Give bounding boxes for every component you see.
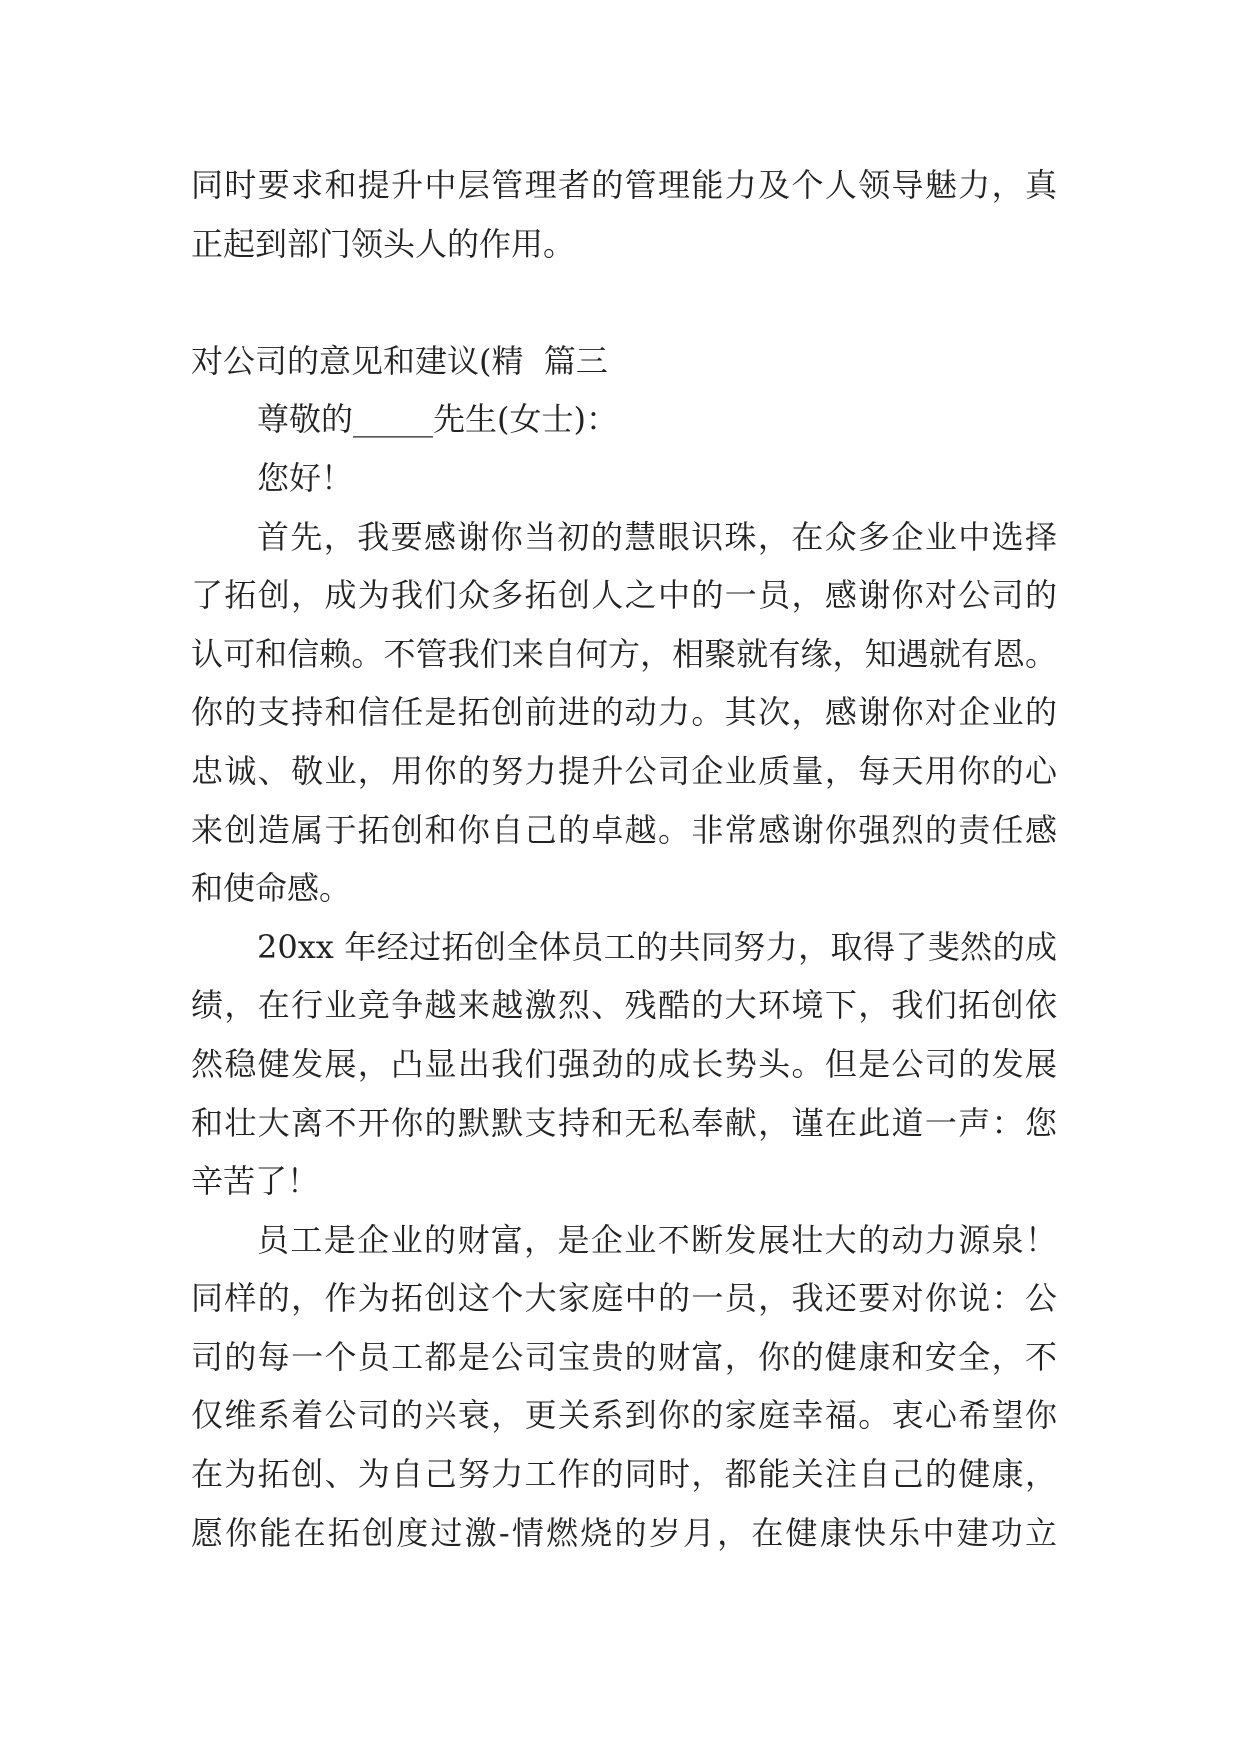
text-line: 了拓创，成为我们众多拓创人之中的一员，感谢你对公司的	[191, 576, 1057, 615]
text-line: 愿你能在拓创度过激-情燃烧的岁月，在健康快乐中建功立	[191, 1513, 1057, 1552]
text-line: 然稳健发展，凸显出我们强劲的成长势头。但是公司的发展	[191, 1044, 1057, 1083]
text-line: 仅维系着公司的兴衰，更关系到你的家庭幸福。衷心希望你	[191, 1396, 1057, 1435]
paragraph	[191, 508, 1057, 918]
text-line: 绩，在行业竞争越来越激烈、残酷的大环境下，我们拓创依	[191, 986, 1057, 1025]
document-body	[191, 156, 1057, 1562]
text-line: 认可和信赖。不管我们来自何方，相聚就有缘，知遇就有恩。	[191, 634, 1057, 673]
text-line: 在为拓创、为自己努力工作的同时，都能关注自己的健康，	[191, 1455, 1057, 1494]
text-line: 同时要求和提升中层管理者的管理能力及个人领导魅力，真	[191, 166, 1057, 204]
text-line: 司的每一个员工都是公司宝贵的财富，你的健康和安全，不	[191, 1337, 1057, 1376]
blank-line	[191, 273, 1057, 332]
text-line: 忠诚、敬业，用你的努力提升公司企业质量，每天用你的心	[191, 751, 1057, 790]
text-line: 首先，我要感谢你当初的慧眼识珠，在众多企业中选择	[257, 517, 1057, 556]
continuation-paragraph	[191, 156, 1057, 273]
section-title: 对公司的意见和建议(精 篇三	[191, 341, 608, 380]
text-line: 20xx 年经过拓创全体员工的共同努力，取得了斐然的成	[257, 927, 1057, 966]
paragraph	[191, 918, 1057, 1211]
text-line: 员工是企业的财富，是企业不断发展壮大的动力源泉！	[257, 1220, 1057, 1259]
greeting: 您好！	[257, 458, 354, 497]
text-line: 来创造属于拓创和你自己的卓越。非常感谢你强烈的责任感	[191, 810, 1057, 849]
paragraph	[191, 1211, 1057, 1563]
text-line: 正起到部门领头人的作用。	[191, 224, 576, 263]
text-line: 同样的，作为拓创这个大家庭中的一员，我还要对你说：公	[191, 1279, 1057, 1318]
salutation: 尊敬的_____先生(女士)：	[257, 400, 618, 439]
text-line: 和壮大离不开你的默默支持和无私奉献，谨在此道一声：您	[191, 1103, 1057, 1142]
text-line: 你的支持和信任是拓创前进的动力。其次，感谢你对企业的	[191, 693, 1057, 732]
text-line: 辛苦了！	[191, 1162, 320, 1201]
text-line: 和使命感。	[191, 869, 352, 908]
